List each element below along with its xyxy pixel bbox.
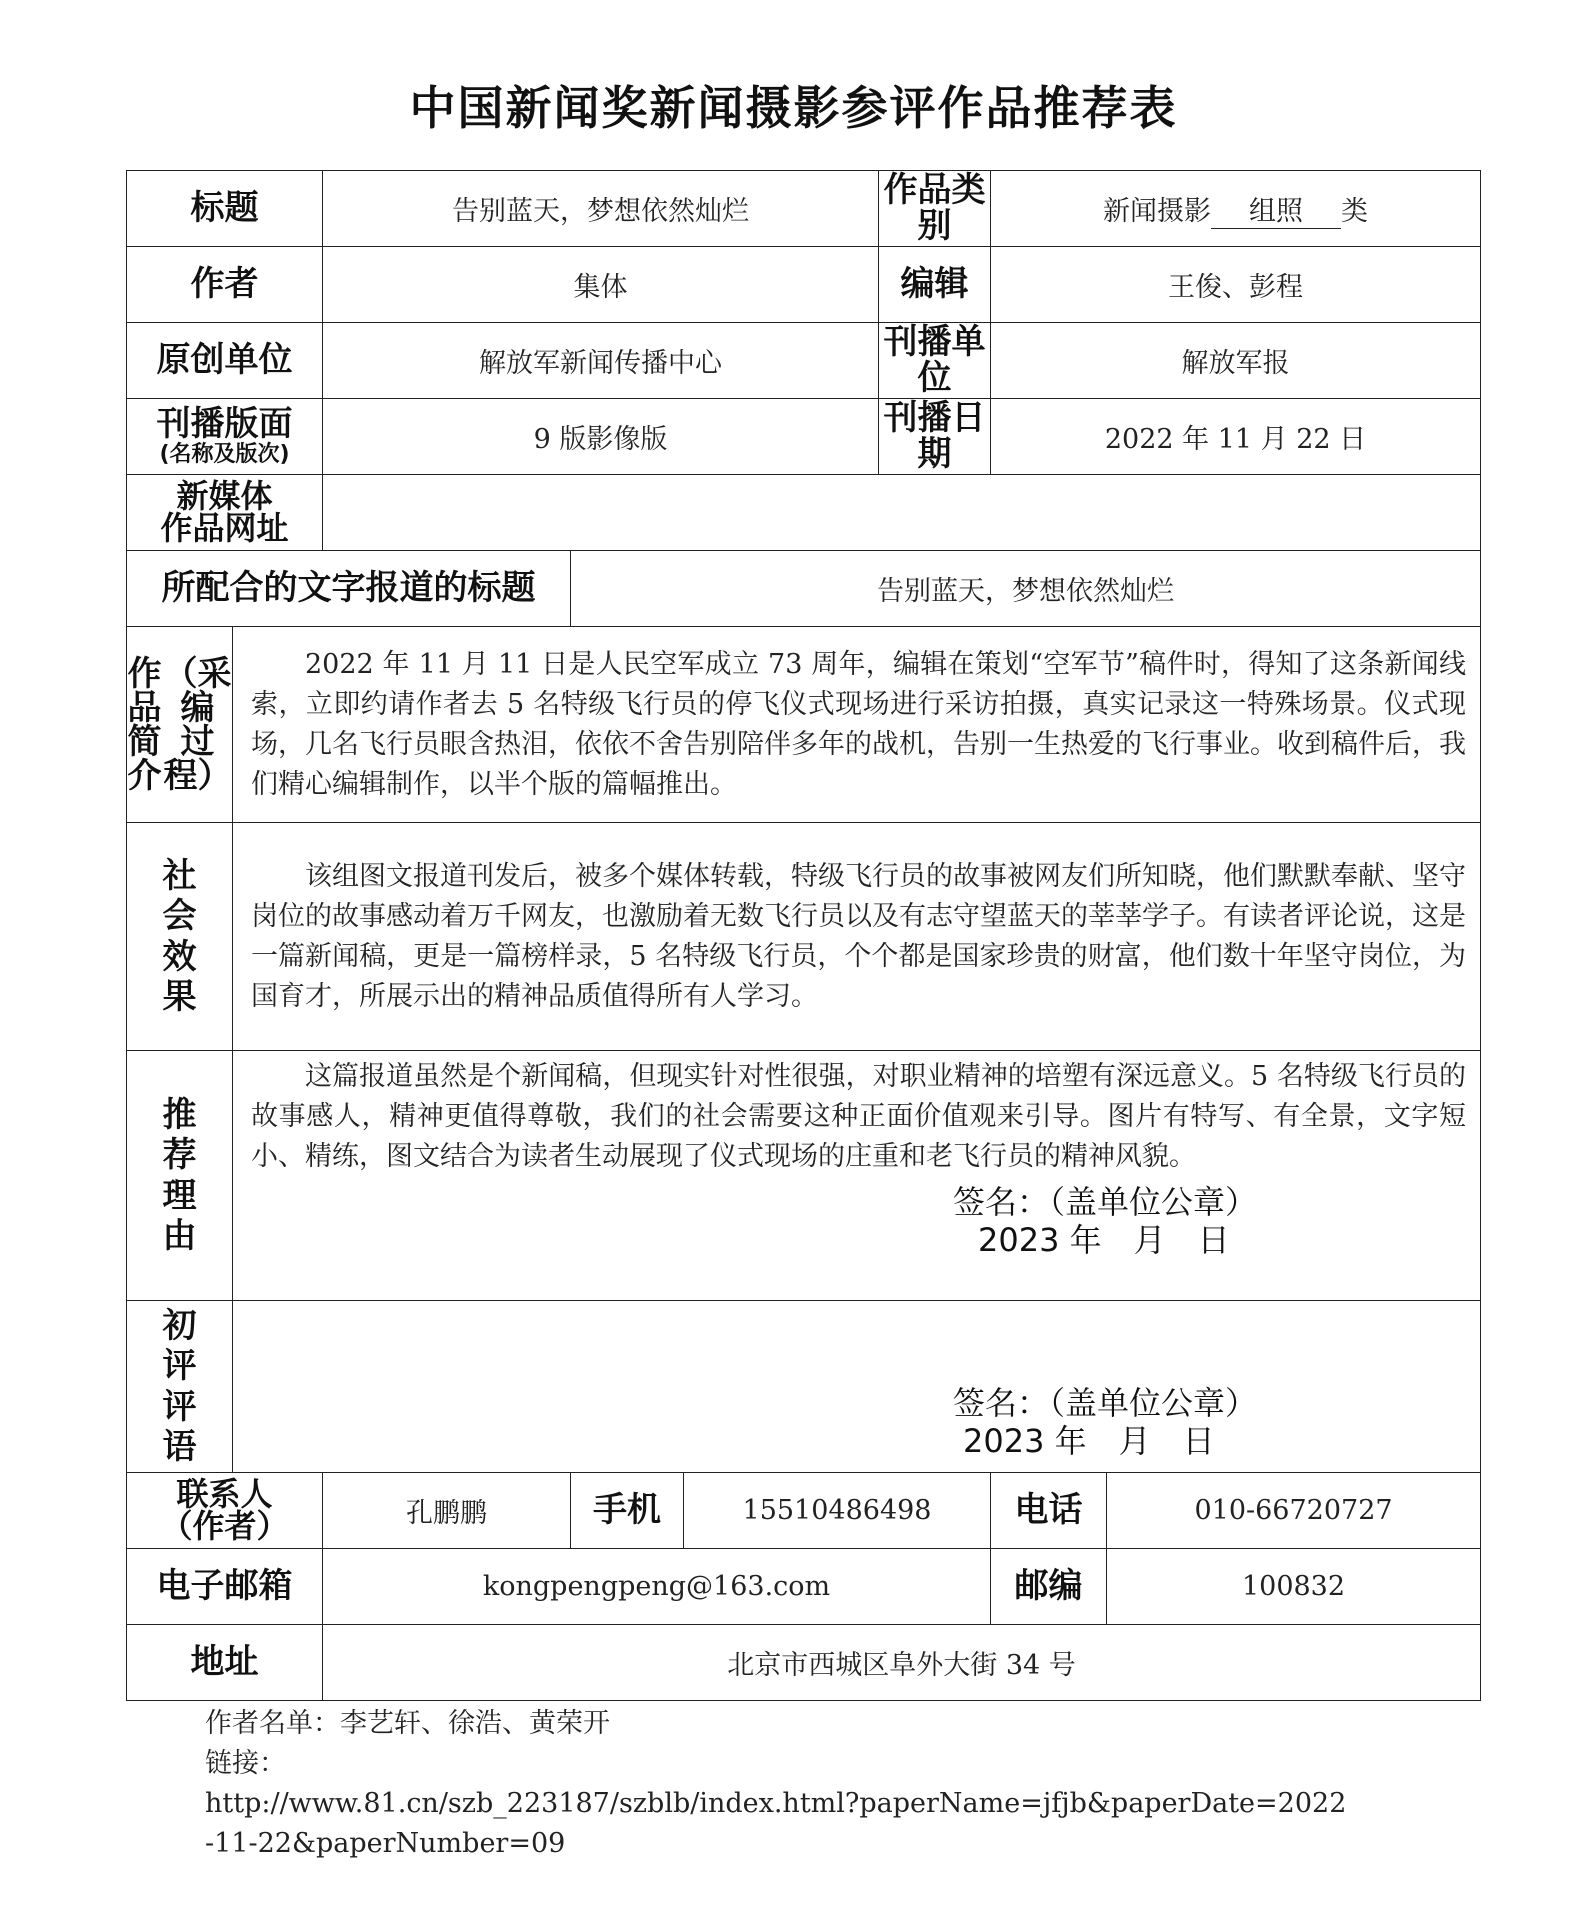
category-label: 作品类别 [879,171,991,247]
author-list: 作者名单：李艺轩、徐浩、黄荣开 [205,1708,610,1739]
phone-label: 电话 [991,1473,1107,1549]
contact-label [127,1473,323,1549]
reason-cell [233,1051,1481,1301]
publish-page-sublabel: (名称及版次) [159,441,290,467]
intro-label-col2: （采 编 过 程） [163,653,232,796]
matched-title-value: 告别蓝天，梦想依然灿烂 [571,551,1481,627]
publish-page-value: 9 版影像版 [323,399,879,475]
phone-value: 010-66720727 [1107,1473,1481,1549]
email-label: 电子邮箱 [127,1549,323,1625]
recommendation-form [126,170,1481,1701]
footer-notes [205,1704,1346,1864]
review-label: 初 评 评 语 [127,1301,233,1473]
intro-label [127,627,233,823]
email-value: kongpengpeng@163.com [323,1549,991,1625]
row-contact [127,1473,1481,1549]
reason-label: 推 荐 理 由 [127,1051,233,1301]
title-label: 标题 [127,171,323,247]
row-email [127,1549,1481,1625]
review-date: 2023 年 月 日 [963,1422,1215,1460]
new-media-label [127,475,323,551]
row-intro [127,627,1481,823]
reason-signature: 签名：（盖单位公章） [953,1183,1258,1221]
category-value [991,171,1481,247]
contact-label-line1: 联系人 [176,1475,273,1514]
link-url-line2: -11-22&paperNumber=09 [205,1828,566,1859]
author-label: 作者 [127,247,323,323]
link-label: 链接： [205,1748,286,1779]
category-suffix: 类 [1341,195,1369,227]
intro-cell [233,627,1481,823]
reason-date: 2023 年 月 日 [978,1221,1230,1259]
category-prefix: 新闻摄影 [1103,195,1212,227]
new-media-value [323,475,1481,551]
new-media-label-line1: 新媒体 [176,477,273,516]
row-author [127,247,1481,323]
document-title: 中国新闻奖新闻摄影参评作品推荐表 [409,81,1178,135]
row-matched-title [127,551,1481,627]
editor-value: 王俊、彭程 [991,247,1481,323]
row-effect [127,823,1481,1051]
effect-label: 社 会 效 果 [127,823,233,1051]
row-review [127,1301,1481,1473]
address-value: 北京市西城区阜外大街 34 号 [323,1625,1481,1701]
new-media-label-line2: 作品网址 [160,508,289,547]
row-address [127,1625,1481,1701]
intro-text: 2022 年 11 月 11 日是人民空军成立 73 周年，编辑在策划“空军节”稿件时，得知了这条新闻线索，立即约请作者去 5 名特级飞行员的停飞仪式现场进行采访拍摄，真实记录这一特殊场景。仪式现场，几名飞行员眼含热泪，依依不舍告别陪伴多年的战机，告别一生热爱的飞行事业。收到稿件后，我们精心编辑制作，以半个版的篇幅推出。 [251,648,1467,800]
effect-cell [233,823,1481,1051]
mobile-label: 手机 [571,1473,684,1549]
publish-unit-value: 解放军报 [991,323,1481,399]
reason-text: 这篇报道虽然是个新闻稿，但现实针对性很强，对职业精神的培塑有深远意义。5 名特级飞行员的故事感人，精神更值得尊敬，我们的社会需要这种正面价值观来引导。图片有特写、有全景，文字短小、精练，图文结合为读者生动展现了仪式现场的庄重和老飞行员的精神风貌。 [251,1061,1467,1172]
mobile-value: 15510486498 [684,1473,991,1549]
review-signature: 签名：（盖单位公章） [953,1384,1258,1422]
origin-unit-value: 解放军新闻传播中心 [323,323,879,399]
link-url-line1: http://www.81.cn/szb_223187/szblb/index.html?paperName=jfjb&paperDate=2022 [205,1788,1347,1819]
row-origin-unit [127,323,1481,399]
row-new-media [127,475,1481,551]
contact-label-line2: （作者） [160,1506,289,1545]
publish-page-label-main: 刊播版面 [156,404,293,445]
title-value: 告别蓝天，梦想依然灿烂 [323,171,879,247]
effect-text: 该组图文报道刊发后，被多个媒体转载，特级飞行员的故事被网友们所知晓，他们默默奉献、坚守岗位的故事感动着万千网友，也激励着无数飞行员以及有志守望蓝天的莘莘学子。有读者评论说，这是一篇新闻稿，更是一篇榜样录，5 名特级飞行员，个个都是国家珍贵的财富，他们数十年坚守岗位，为国育才，所展示出的精神品质值得所有人学习。 [251,860,1467,1012]
origin-unit-label: 原创单位 [127,323,323,399]
postcode-label: 邮编 [991,1549,1107,1625]
author-value: 集体 [323,247,879,323]
matched-title-label: 所配合的文字报道的标题 [127,551,571,627]
row-publish-page [127,399,1481,475]
row-title [127,171,1481,247]
intro-label-col1: 作 品 简 介 [127,653,162,796]
publish-unit-label: 刊播单位 [879,323,991,399]
publish-date-value: 2022 年 11 月 22 日 [991,399,1481,475]
review-cell [233,1301,1481,1473]
publish-date-label: 刊播日期 [879,399,991,475]
postcode-value: 100832 [1107,1549,1481,1625]
publish-page-label [127,399,323,475]
editor-label: 编辑 [879,247,991,323]
row-reason [127,1051,1481,1301]
contact-value: 孔鹏鹏 [323,1473,571,1549]
category-type: 组照 [1211,189,1341,229]
address-label: 地址 [127,1625,323,1701]
